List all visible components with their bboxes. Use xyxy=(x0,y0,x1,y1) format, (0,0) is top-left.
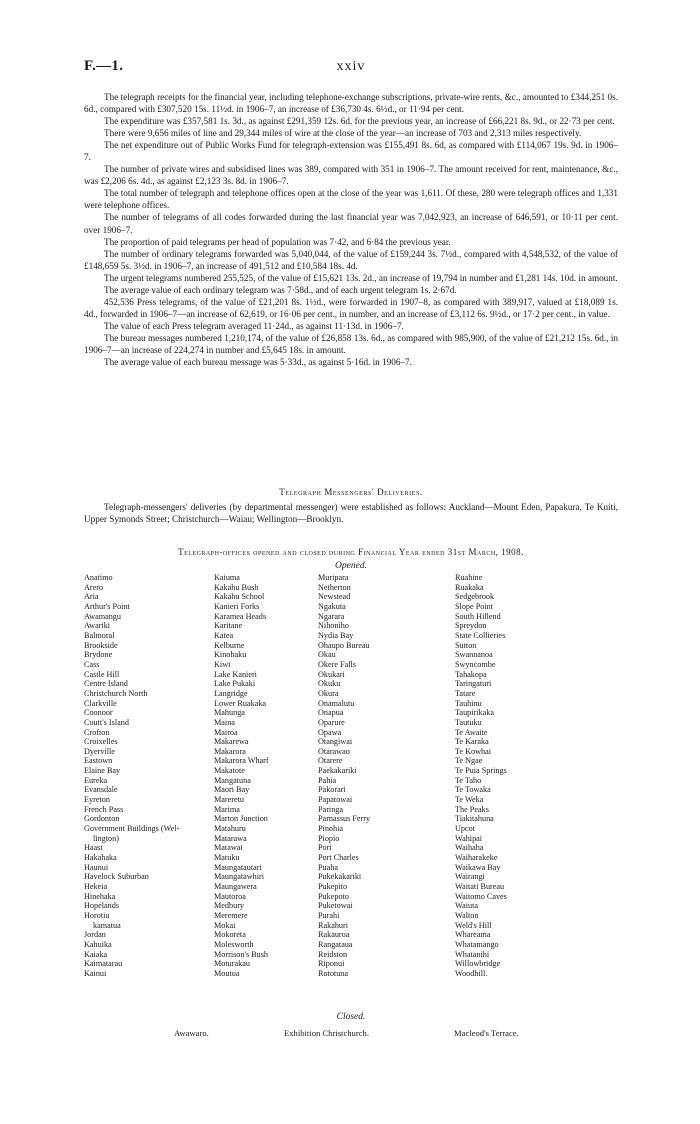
office-name: Arthur's Point xyxy=(84,601,130,611)
office-name: Woodhill. xyxy=(455,968,488,978)
office-name: Meremere xyxy=(214,910,248,920)
office-name: Waitomo Caves xyxy=(455,891,507,901)
office-name: Pinohia xyxy=(318,824,344,834)
office-name: Papatowai xyxy=(318,795,353,805)
office-name: Otangiwai xyxy=(318,737,353,747)
office-name: Waiharakeke xyxy=(455,853,498,863)
office-name: Makarora Wharf xyxy=(214,756,269,766)
office-name: Pukekakariki xyxy=(318,872,362,882)
paragraph: The average value of each bureau message was 5·33d., as against 5·16d. in 1906–7. xyxy=(104,357,412,368)
office-name: Pahia xyxy=(318,775,337,785)
office-name: Te Karaka xyxy=(455,737,489,747)
office-name: Crofton xyxy=(84,727,110,737)
office-name: Kainui xyxy=(84,968,107,978)
office-name: Te Weka xyxy=(455,795,484,805)
office-name: Te Puia Springs xyxy=(455,766,507,776)
opened-label: Opened. xyxy=(335,561,367,571)
office-name: Ngarara xyxy=(318,611,345,621)
office-name: Whatanihi xyxy=(455,949,490,959)
office-name: Maori Bay xyxy=(214,785,250,795)
office-name: Onamalutu xyxy=(318,698,355,708)
office-name: Okere Falls xyxy=(318,659,356,669)
office-name: Coonoor xyxy=(84,708,113,718)
office-name: Opawa xyxy=(318,727,342,737)
office-name: Eureka xyxy=(84,775,108,785)
office-name: Spreydon xyxy=(455,621,487,631)
office-name: Mokai xyxy=(214,920,236,930)
office-name: Kelburne xyxy=(214,640,245,650)
closed-offices-row xyxy=(84,1028,618,1040)
paragraph: The bureau messages numbered 1,210,174, of the value of £26,858 13s. 6d., as compared with 985,900, of the value of £21,212 15s. 6d., in 1906–7—an increase of 224,274 in number and £5,645 18s. in amount. xyxy=(84,332,618,355)
office-name: Maungatautari xyxy=(214,862,262,872)
office-name: Whareama xyxy=(455,930,491,940)
office-name: Havelock Suburban xyxy=(84,872,149,882)
office-name: Mokoreta xyxy=(214,930,246,940)
office-name: Karamea Heads xyxy=(214,611,267,621)
closed-office: Exhibition Christchurch. xyxy=(284,1028,369,1038)
office-name: Matarawa xyxy=(214,833,247,843)
office-name: Marima xyxy=(214,804,240,814)
office-name: Ohaupo Bureau xyxy=(318,640,370,650)
office-name: Port Charles xyxy=(318,853,359,863)
office-name: Wahipai xyxy=(455,833,483,843)
messengers-paragraph: Telegraph-messengers' deliveries (by departmental messenger) were established as follows: Auckland—Mount Eden, Papakura, Te Kuiti, Upper Symonds Street; Christchurch—Waiau; Wellington—Brooklyn. xyxy=(84,502,618,524)
office-name: Oparure xyxy=(318,717,345,727)
office-name: Coutt's Island xyxy=(84,717,129,727)
paragraph: The telegraph receipts for the financial year, including telephone-exchange subscriptions, private-wire rents, &c., amounted to £344,251 0s. 6d., compared with £307,520 15s. 11½d. in 1906–7, an increase of £36,730 4s. 6½d., or 11·94 per cent. xyxy=(84,92,618,115)
office-name: Karitane xyxy=(214,621,243,631)
office-name: Lake Pukaki xyxy=(214,679,256,689)
office-name: Waitati Bureau xyxy=(455,882,505,891)
paragraph: The average value of each ordinary telegram was 7·58d., and of each urgent telegram 1s. 2·67d. xyxy=(104,284,457,295)
office-name: Okuku xyxy=(318,679,341,689)
office-name: Parnassus Ferry xyxy=(318,814,371,824)
office-name: Newstead xyxy=(318,592,351,602)
messengers-section-title: Telegraph Messengers' Deliveries. xyxy=(279,487,423,497)
telegraph-report-body xyxy=(84,91,618,368)
office-name: Kanieri Forks xyxy=(214,601,260,611)
office-name: Rakauroa xyxy=(318,930,350,940)
office-name: Paringa xyxy=(318,804,344,814)
office-name: Arero xyxy=(84,582,104,592)
office-name: Kinohaku xyxy=(214,650,247,660)
office-name: Hakahaka xyxy=(84,853,117,863)
office-name: Mangatuna xyxy=(214,775,251,785)
office-name: Jordan xyxy=(84,930,106,940)
office-name: Kaimatarau xyxy=(84,959,123,969)
office-name: Tiakitahuna xyxy=(455,814,494,824)
office-name: Te Towaka xyxy=(455,785,491,795)
paragraph: There were 9,656 miles of line and 29,344 miles of wire at the close of the year—an increase of 703 and 2,313 miles respectively. xyxy=(104,128,582,139)
office-name: Nydia Bay xyxy=(318,630,354,640)
office-name: Purahi xyxy=(318,910,340,920)
office-name: Slope Point xyxy=(455,601,493,611)
paragraph: The number of ordinary telegrams forwarded was 5,040,044, of the value of £159,244 3s. 7½d., compared with 4,548,532, of the value of £148,659 5s. 3½d. in 1906–7, an increase of 491,512 and £10,584 18s. 4d. xyxy=(84,248,618,271)
paragraph: The value of each Press telegram averaged 11·24d., as against 11·13d. in 1906–7. xyxy=(104,320,404,331)
office-name: Te Taho xyxy=(455,775,482,785)
office-name: Waikawa Bay xyxy=(455,862,501,872)
office-name: Makarora xyxy=(214,746,246,756)
office-name: Puaha xyxy=(318,862,339,872)
opened-offices-column-1 xyxy=(84,573,214,979)
office-name: Pori xyxy=(318,843,332,853)
office-name: Swyncombe xyxy=(455,659,496,669)
office-name: Te Awaite xyxy=(455,727,488,737)
office-name: Riponui xyxy=(318,959,345,969)
office-name: Pukepito xyxy=(318,882,348,891)
office-name: Taupirikaka xyxy=(455,708,494,718)
office-name: Awariki xyxy=(84,621,111,631)
office-name: Langridge xyxy=(214,688,248,698)
office-name: Makarewa xyxy=(214,737,249,747)
office-name: Kiwi xyxy=(214,659,231,669)
paragraph: The urgent telegrams numbered 255,525, of the value of £15,621 13s. 2d., an increase of 19,794 in number and £1,281 14s. 10d. in amount. xyxy=(104,272,618,283)
office-name: Mareretu xyxy=(214,795,245,805)
office-name: Government Buildings (Wel- xyxy=(84,824,180,834)
office-name: Tauhinu xyxy=(455,698,482,708)
office-name: Te Ngae xyxy=(455,756,483,766)
office-name: Brydone xyxy=(84,650,113,660)
office-name: Pakorari xyxy=(318,785,346,795)
office-name: Elaine Bay xyxy=(84,766,121,776)
office-name: Weld's Hill xyxy=(455,920,492,930)
office-name: Mautoroa xyxy=(214,891,246,901)
office-name: Medbury xyxy=(214,901,245,911)
office-name: Maina xyxy=(214,717,235,727)
office-name: Sutton xyxy=(455,640,477,650)
office-name: Reidston xyxy=(318,949,348,959)
office-name: Okura xyxy=(318,688,339,698)
office-name: Cass xyxy=(84,659,100,669)
office-name: Clarkville xyxy=(84,698,117,708)
page-number: xxiv xyxy=(336,59,366,74)
office-name: Moturakau xyxy=(214,959,250,969)
office-name: Kahuika xyxy=(84,939,112,949)
office-name: Moutoa xyxy=(214,968,240,978)
office-name: Ruakaka xyxy=(455,582,484,592)
office-name: Horotiu xyxy=(84,910,110,920)
office-name: Okukari xyxy=(318,669,345,679)
office-name: Taringaturi xyxy=(455,679,492,689)
opened-offices-column-3 xyxy=(318,573,454,979)
office-name: Rakahuri xyxy=(318,920,349,930)
office-name: Walton xyxy=(455,910,479,920)
office-name: Kakahu Bush xyxy=(214,582,259,592)
office-name: Otarere xyxy=(318,756,343,766)
office-name: Hopelands xyxy=(84,901,120,911)
office-name: Awamangu xyxy=(84,611,121,621)
office-name: Ngakuta xyxy=(318,601,346,611)
office-name: Molesworth xyxy=(214,939,254,949)
office-name: Matuku xyxy=(214,853,240,863)
document-code: F.—1. xyxy=(84,58,124,74)
office-name: Morrison's Bush xyxy=(214,949,269,959)
office-name: Muripara xyxy=(318,573,349,582)
office-name: Otarawao xyxy=(318,746,350,756)
office-name: Rototuna xyxy=(318,968,349,978)
paragraph: The number of telegrams of all codes forwarded during the last financial year was 7,042,923, an increase of 646,591, or 10·11 per cent. over 1906–7. xyxy=(84,212,618,235)
office-name: Tahakopa xyxy=(455,669,487,679)
office-name: Kaiaka xyxy=(84,949,108,959)
office-name: Lower Ruakaka xyxy=(214,698,267,708)
office-name: Hinehaka xyxy=(84,891,116,901)
office-name: Netherton xyxy=(318,582,351,592)
office-name: Mahunga xyxy=(214,708,245,718)
office-name: Hekeia xyxy=(84,882,108,891)
office-name: Waihaha xyxy=(455,843,484,853)
office-name: Matahuru xyxy=(214,824,246,834)
office-name: Kaiuma xyxy=(214,573,240,582)
opened-offices-column-4 xyxy=(455,573,615,979)
office-name: The Peaks xyxy=(455,804,489,814)
closed-office: Awawaro. xyxy=(174,1028,209,1038)
office-name: Balmoral xyxy=(84,630,115,640)
office-name: Haunui xyxy=(84,862,109,872)
office-name: Katea xyxy=(214,630,234,640)
office-name: Whatamango xyxy=(455,939,499,949)
office-name: Brookside xyxy=(84,640,118,650)
office-name: Haast xyxy=(84,843,103,853)
office-name: Upcot xyxy=(455,824,476,834)
office-name: Croixelles xyxy=(84,737,118,747)
messengers-section xyxy=(84,501,618,525)
office-name: Christchurch North xyxy=(84,688,148,698)
office-name: Ruahine xyxy=(455,573,483,582)
office-name: Sedgebrook xyxy=(455,592,495,602)
office-name: lington) xyxy=(93,833,119,843)
office-name: Anatimo xyxy=(84,573,113,582)
office-name: Gordonton xyxy=(84,814,120,824)
office-name: Rangataua xyxy=(318,939,353,949)
office-name: Makatote xyxy=(214,766,245,776)
office-name: Onapua xyxy=(318,708,344,718)
paragraph: The expenditure was £357,581 1s. 3d., as against £291,359 12s. 6d. for the previous year, an increase of £66,221 8s. 9d., or 22·73 per cent. xyxy=(104,116,615,127)
page-header xyxy=(84,58,618,78)
office-name: Kakahu School xyxy=(214,592,265,602)
office-name: Centre Island xyxy=(84,679,128,689)
offices-section-title: Telegraph-offices opened and closed during Financial Year ended 31st March, 1908. xyxy=(178,547,524,557)
office-name: Dyerville xyxy=(84,746,115,756)
office-name: Waiuta xyxy=(455,901,478,911)
office-name: Pukepoto xyxy=(318,891,349,901)
paragraph: The net expenditure out of Public Works Fund for telegraph-extension was £155,491 8s. 6d, as compared with £114,067 19s. 9d. in 1906–7. xyxy=(84,140,618,163)
office-name: Wairangi xyxy=(455,872,485,882)
office-name: Paekakariki xyxy=(318,766,357,776)
paragraph: The total number of telegraph and telephone offices open at the close of the year was 1,611. Of these, 280 were telegraph offices and 1,331 were telephone offices. xyxy=(84,188,618,211)
office-name: Te Kowhai xyxy=(455,746,492,756)
closed-label: Closed. xyxy=(336,1012,366,1022)
opened-offices-column-2 xyxy=(214,573,332,979)
paragraph: The proportion of paid telegrams per head of population was 7·42, and 6·84 the previous year. xyxy=(104,236,451,247)
paragraph: 452,536 Press telegrams, of the value of £21,201 8s. 1½d., were forwarded in 1907–8, as compared with 389,917, valued at £18,089 1s. 4d., forwarded in 1906–7—an increase of 62,619, or 16·06 per cent., in number, and an increase of £3,112 6s. 9½d., or 17·2 per cent., in value. xyxy=(84,296,618,319)
office-name: Lake Kanieri xyxy=(214,669,257,679)
office-name: Maungatawhiri xyxy=(214,872,265,882)
office-name: Mairoa xyxy=(214,727,238,737)
closed-office: Macleod's Terrace. xyxy=(454,1028,519,1038)
office-name: Tautuku xyxy=(455,717,482,727)
office-name: Matawai xyxy=(214,843,243,853)
paragraph: The number of private wires and subsidised lines was 389, compared with 351 in 1906–7. The amount received for rent, maintenance, &c., was £2,206 6s. 4d., as against £2,123 3s. 8d. in 1906–7. xyxy=(84,164,618,187)
office-name: Eastown xyxy=(84,756,113,766)
office-name: Willowbridge xyxy=(455,959,501,969)
office-name: French Pass xyxy=(84,804,124,814)
office-name: Castle Hill xyxy=(84,669,120,679)
office-name: Okau xyxy=(318,650,336,660)
office-name: Aria xyxy=(84,592,99,602)
office-name: Nihoniho xyxy=(318,621,349,631)
office-name: kamatua xyxy=(93,920,121,930)
office-name: South Hillend xyxy=(455,611,501,621)
office-name: Maungawera xyxy=(214,882,257,891)
office-name: Eyreton xyxy=(84,795,110,805)
office-name: Tatare xyxy=(455,688,476,698)
office-name: Piopio xyxy=(318,833,340,843)
office-name: Evansdale xyxy=(84,785,118,795)
office-name: Puketowai xyxy=(318,901,353,911)
office-name: Swannanoa xyxy=(455,650,493,660)
office-name: State Collieries xyxy=(455,630,506,640)
office-name: Marton Junction xyxy=(214,814,268,824)
